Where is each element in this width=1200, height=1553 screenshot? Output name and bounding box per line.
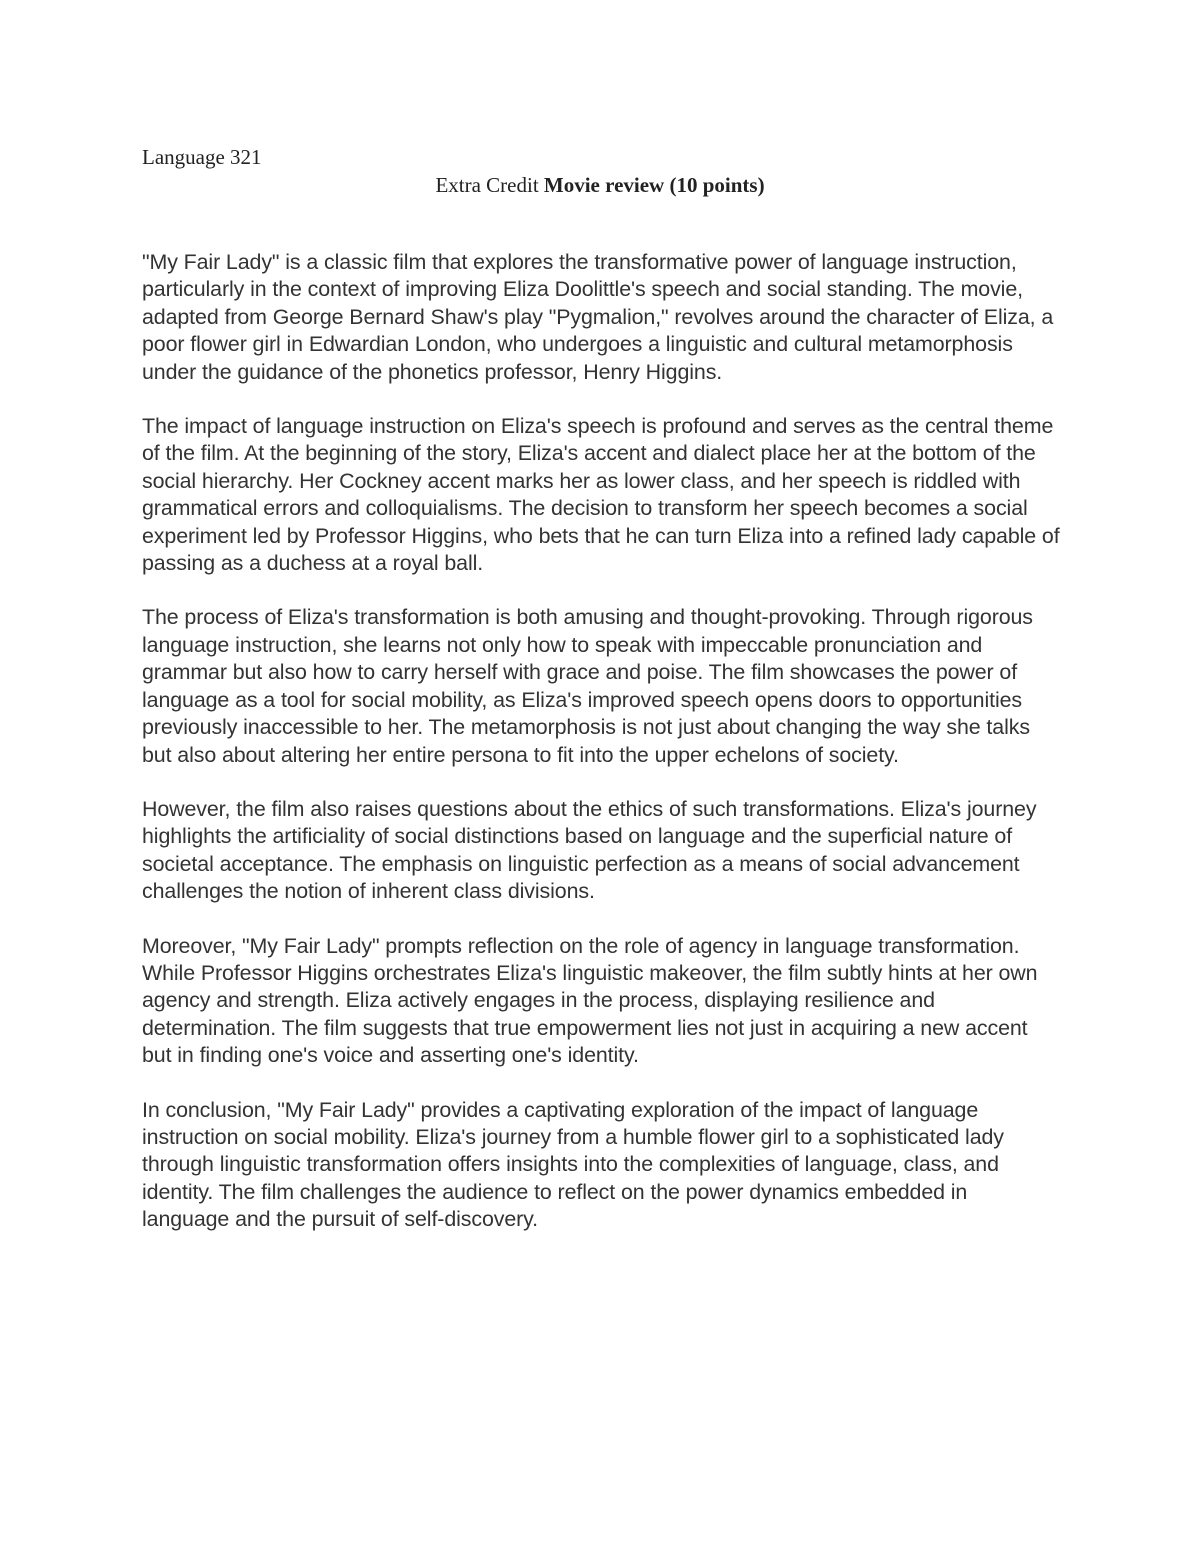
paragraph-conclusion: In conclusion, "My Fair Lady" provides a captivating exploration of the impact of language instruction on social mobility. Eliza's journey from a humble flower girl to a sophisticated lady through linguistic transformation offers insights into the complexities of language, class, and identity. The film challenges the audience to reflect on the power dynamics embedded in language and the pursuit of self-discovery. bbox=[142, 1097, 1004, 1232]
assignment-heading bbox=[0, 170, 1200, 200]
paragraph-process: The process of Eliza's transformation is both amusing and thought-provoking. Through rigorous language instruction, she learns not only how to speak with impeccable pronunciation and grammar but also how to carry herself with grace and poise. The film showcases the power of language as a tool for social mobility, as Eliza's improved speech opens doors to opportunities previously inaccessible to her. The metamorphosis is not just about changing the way she talks but also about altering her entire persona to fit into the upper echelons of society. bbox=[142, 605, 1033, 767]
paragraph-introduction: "My Fair Lady" is a classic film that explores the transformative power of language instruction, particularly in the context of improving Eliza Doolittle's speech and social standing. The movie, adapted from George Bernard Shaw's play "Pygmalion," revolves around the character of Eliza, a poor flower girl in Edwardian London, who undergoes a linguistic and cultural metamorphosis under the guidance of the phonetics professor, Henry Higgins. bbox=[142, 250, 1054, 384]
course-label: Language 321 bbox=[142, 145, 262, 169]
review-body bbox=[142, 249, 1060, 1234]
paragraph-ethics: However, the film also raises questions about the ethics of such transformations. Eliza's journey highlights the artificiality of social distinctions based on language and the superficial nature of societal acceptance. The emphasis on linguistic perfection as a means of social advancement challenges the notion of inherent class divisions. bbox=[142, 796, 1037, 904]
paragraph-agency: Moreover, "My Fair Lady" prompts reflection on the role of agency in language transformation. While Professor Higgins orchestrates Eliza's linguistic makeover, the film subtly hints at her own agency and strength. Eliza actively engages in the process, displaying resilience and determination. The film suggests that true empowerment lies not just in acquiring a new accent but in finding one's voice and asserting one's identity. bbox=[142, 933, 1038, 1068]
paragraph-impact: The impact of language instruction on Eliza's speech is profound and serves as the central theme of the film. At the beginning of the story, Eliza's accent and dialect place her at the bottom of the social hierarchy. Her Cockney accent marks her as lower class, and her speech is riddled with grammatical errors and colloquialisms. The decision to transform her speech becomes a social experiment led by Professor Higgins, who bets that he can turn Eliza into a refined lady capable of passing as a duchess at a royal ball. bbox=[142, 414, 1060, 576]
heading-prefix: Extra Credit bbox=[435, 173, 544, 197]
heading-title: Movie review (10 points) bbox=[543, 173, 765, 197]
